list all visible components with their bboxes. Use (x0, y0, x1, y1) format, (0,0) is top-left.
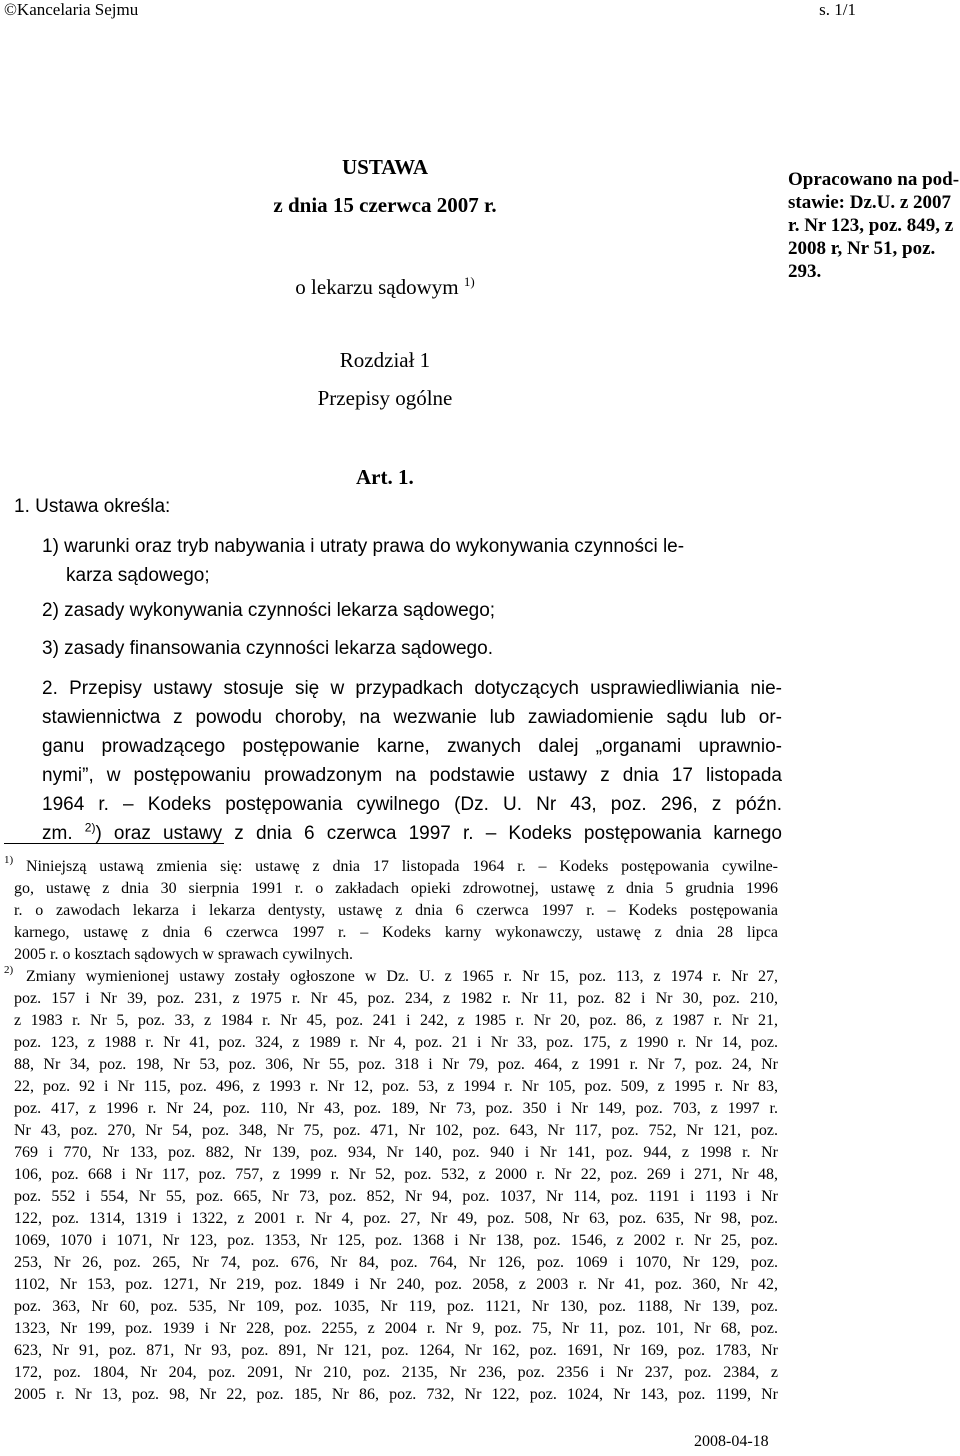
list-item-line: 1) warunki oraz tryb nabywania i utraty prawa do wykonywania czynności le- (42, 536, 685, 557)
page-number: s. 1/1 (819, 0, 856, 19)
footnote-line: poz. 157 i Nr 39, poz. 231, z 1975 r. Nr 45, poz. 234, z 1982 r. Nr 11, poz. 82 i Nr 30, poz. 210, (14, 990, 778, 1007)
footnote-line: poz. 363, Nr 60, poz. 535, Nr 109, poz. 1035, Nr 119, poz. 1121, Nr 130, poz. 1188, Nr 139, poz. (14, 1298, 778, 1315)
source-note-line: Opracowano na pod- (788, 169, 960, 190)
chapter-number: Rozdział 1 (339, 348, 431, 372)
footnote-2 (4, 966, 778, 1406)
source-note (788, 168, 960, 283)
paragraph-line: stawiennictwa z powodu choroby, na wezwanie lub zawiadomienie sądu lub or- (42, 707, 782, 728)
footnote-line: go, ustawę z dnia 30 sierpnia 1991 r. o zakładach opieki zdrowotnej, ustawę z dnia 5 grudnia 1996 (14, 880, 778, 897)
footnote-line: poz. 123, z 1988 r. Nr 41, poz. 324, z 1989 r. Nr 4, poz. 21 i Nr 33, poz. 175, z 1990 r. Nr 14, poz. (14, 1034, 778, 1051)
list-item-line: 3) zasady finansowania czynności lekarza sądowego. (42, 638, 493, 659)
footnote-line: poz. 552 i 554, Nr 55, poz. 665, Nr 73, poz. 852, Nr 94, poz. 1037, Nr 114, poz. 1191 i 1193 i Nr (14, 1188, 778, 1205)
footnote-ref-2[interactable]: 2) (84, 820, 96, 835)
chapter-heading (190, 344, 580, 414)
list-item-line: karza sądowego; (66, 565, 210, 586)
footnote-line: 2005 r. o kosztach sądowych w sprawach cywilnych. (14, 946, 354, 963)
act-date: z dnia 15 czerwca 2007 r. (273, 193, 497, 217)
paragraph-line: ganu prowadzącego postępowanie karne, zwanych dalej „organami uprawnio- (42, 736, 782, 757)
chapter-name: Przepisy ogólne (317, 386, 453, 410)
source-note-line: 293. (788, 261, 822, 282)
paragraph-line-start: zm. (42, 823, 73, 844)
footnote-line: 172, poz. 1804, Nr 204, poz. 2091, Nr 210, poz. 2135, Nr 236, poz. 2356 i Nr 237, poz. 2384, z (14, 1364, 778, 1381)
footnote-mark: 1) (4, 854, 14, 866)
footnote-mark: 2) (4, 964, 14, 976)
footnote-line: 22, poz. 92 i Nr 115, poz. 496, z 1993 r. Nr 12, poz. 53, z 1994 r. Nr 105, poz. 509, z 1995 r. Nr 83, (14, 1078, 778, 1095)
article-heading: Art. 1. (356, 465, 414, 489)
document-date: 2008-04-18 (694, 1433, 769, 1450)
act-subject (190, 265, 580, 304)
list-item (42, 634, 782, 663)
source-note-line: stawie: Dz.U. z 2007 (788, 192, 952, 213)
footnote-line: r. o zawodach lekarza i lekarza dentysty, ustawę z dnia 6 czerwca 1997 r. – Kodeks postępowania (14, 902, 778, 919)
act-title (190, 150, 580, 222)
act-type: USTAWA (342, 155, 428, 179)
footnote-ref-1[interactable]: 1) (463, 274, 475, 289)
paragraph-line-end: ) oraz ustawy z dnia 6 czerwca 1997 r. – Kodeks postępowania karnego (95, 823, 783, 844)
list-item (42, 532, 782, 590)
footnote-line: 1069, 1070 i 1071, Nr 123, poz. 1353, Nr 125, poz. 1368 i Nr 138, poz. 1546, z 2002 r. Nr 25, poz. (14, 1232, 778, 1249)
source-note-line: r. Nr 123, poz. 849, z (788, 215, 954, 236)
list-item-line: 2) zasady wykonywania czynności lekarza sądowego; (42, 600, 496, 621)
footnote-line: 623, Nr 91, poz. 871, Nr 93, poz. 891, Nr 121, poz. 1264, Nr 162, poz. 1691, Nr 169, poz. 1783, Nr (14, 1342, 778, 1359)
footnote-separator (4, 843, 224, 844)
footnote-line: 88, Nr 34, poz. 198, Nr 53, poz. 306, Nr 55, poz. 318 i Nr 79, poz. 464, z 1991 r. Nr 7, poz. 24, Nr (14, 1056, 778, 1073)
footnote-line: Zmiany wymienionej ustawy zostały ogłoszone w Dz. U. z 1965 r. Nr 15, poz. 113, z 1974 r. Nr 27, (26, 968, 778, 985)
copyright-label: ©Kancelaria Sejmu (4, 0, 139, 19)
footnote-line: 1323, Nr 199, poz. 1939 i Nr 228, poz. 2255, z 2004 r. Nr 9, poz. 75, Nr 11, poz. 101, Nr 68, poz. (14, 1320, 778, 1337)
paragraph-2 (42, 674, 782, 848)
footnote-line: z 1983 r. Nr 5, poz. 33, z 1984 r. Nr 45, poz. 241 i 242, z 1985 r. Nr 20, poz. 86, z 1987 r. Nr 21, (14, 1012, 778, 1029)
footnote-line: Nr 43, poz. 270, Nr 54, poz. 348, Nr 75, poz. 471, Nr 102, poz. 643, Nr 117, poz. 752, Nr 121, poz. (14, 1122, 778, 1139)
footnote-line: Niniejszą ustawą zmienia się: ustawę z dnia 17 listopada 1964 r. – Kodeks postępowania cywilne- (26, 858, 778, 875)
footnote-line: karnego, ustawę z dnia 6 czerwca 1997 r. – Kodeks karny wykonawczy, ustawę z dnia 28 lipca (14, 924, 778, 941)
paragraph-line: 2. Przepisy ustawy stosuje się w przypadkach dotyczących usprawiedliwiania nie- (42, 678, 782, 699)
paragraph-1-intro: 1. Ustawa określa: (14, 496, 171, 517)
paragraph-line: nymi”, w postępowaniu prowadzonym na podstawie ustawy z dnia 17 listopada (42, 765, 782, 786)
paragraph-line: 1964 r. – Kodeks postępowania cywilnego (Dz. U. Nr 43, poz. 296, z późn. (42, 794, 782, 815)
footnote-line: 253, Nr 26, poz. 265, Nr 74, poz. 676, Nr 84, poz. 764, Nr 126, poz. 1069 i 1070, Nr 129, poz. (14, 1254, 778, 1271)
footnote-1 (4, 856, 778, 966)
footnote-line: 106, poz. 668 i Nr 117, poz. 757, z 1999 r. Nr 52, poz. 532, z 2000 r. Nr 22, poz. 269 i 271, Nr 48, (14, 1166, 778, 1183)
footnote-line: 122, poz. 1314, 1319 i 1322, z 2001 r. Nr 4, poz. 27, Nr 49, poz. 508, Nr 63, poz. 635, Nr 98, poz. (14, 1210, 778, 1227)
footnote-line: 2005 r. Nr 13, poz. 98, Nr 22, poz. 185, Nr 86, poz. 732, Nr 122, poz. 1024, Nr 143, poz. 1199, Nr (14, 1386, 778, 1403)
footnote-line: 1102, Nr 153, poz. 1271, Nr 219, poz. 1849 i Nr 240, poz. 2058, z 2003 r. Nr 41, poz. 360, Nr 42, (14, 1276, 778, 1293)
footnote-line: poz. 417, z 1996 r. Nr 24, poz. 110, Nr 43, poz. 189, Nr 73, poz. 350 i Nr 149, poz. 703, z 1997 r. (14, 1100, 778, 1117)
footnote-line: 769 i 770, Nr 133, poz. 882, Nr 139, poz. 934, Nr 140, poz. 940 i Nr 141, poz. 944, z 1998 r. Nr (14, 1144, 778, 1161)
source-note-line: 2008 r, Nr 51, poz. (788, 238, 936, 259)
list-item (42, 596, 782, 625)
act-subject-text: o lekarzu sądowym (295, 275, 459, 299)
